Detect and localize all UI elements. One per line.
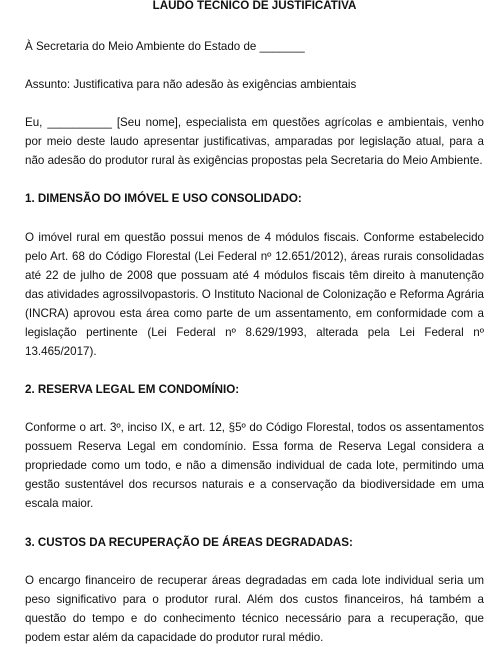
section-body-1: O imóvel rural em questão possui menos de 4 módulos fiscais. Conforme estabelecido pelo Art. 68 do Código Florestal (Lei Federal nº 12.651/2012), áreas rurais consolidadas até 22 de julho de 2008 que possuam até 4 módulos fiscais têm direito à manutenção das atividades agrossilvopastoris. O Instituto Nacional de Colonização e Reforma Agrária (INCRA) aprovou esta área como parte de um assentamento, em conformidade com a legislação pertinente (Lei Federal nº 8.629/1993, alterada pela Lei Federal nº 13.465/2017).	[25, 231, 484, 358]
section-heading-3: 3. CUSTOS DA RECUPERAÇÃO DE ÁREAS DEGRADADAS:	[25, 536, 353, 549]
intro-paragraph: Eu, __________ [Seu nome], especialista em questões agrícolas e ambientais, venho por meio deste laudo apresentar justificativas, amparadas por legislação atual, para a não adesão do produtor rural às exigências propostas pela Secretaria do Meio Ambiente.	[25, 116, 484, 167]
section-heading-1: 1. DIMENSÃO DO IMÓVEL E USO CONSOLIDADO:	[25, 192, 302, 205]
document-title: LAUDO TÉCNICO DE JUSTIFICATIVA	[152, 0, 357, 12]
recipient-line: À Secretaria do Meio Ambiente do Estado de _______	[25, 40, 305, 53]
section-body-2: Conforme o art. 3º, inciso IX, e art. 12, §5º do Código Florestal, todos os assentamentos possuem Reserva Legal em condomínio. Essa forma de Reserva Legal considera a propriedade como um todo, e não a dimensão individual de cada lote, permitindo uma gestão sustentável dos recursos naturais e a conservação da biodiversidade em uma escala maior.	[25, 421, 484, 510]
subject-line: Assunto: Justificativa para não adesão às exigências ambientais	[25, 78, 357, 91]
section-heading-2: 2. RESERVA LEGAL EM CONDOMÍNIO:	[25, 383, 240, 396]
section-body-3: O encargo financeiro de recuperar áreas degradadas em cada lote individual seria um peso significativo para o produtor rural. Além dos custos financeiros, há também a questão do tempo e do conhecimento técnico necessário para a recuperação, que podem estar além da capacidade do produtor rural médio.	[25, 574, 484, 644]
